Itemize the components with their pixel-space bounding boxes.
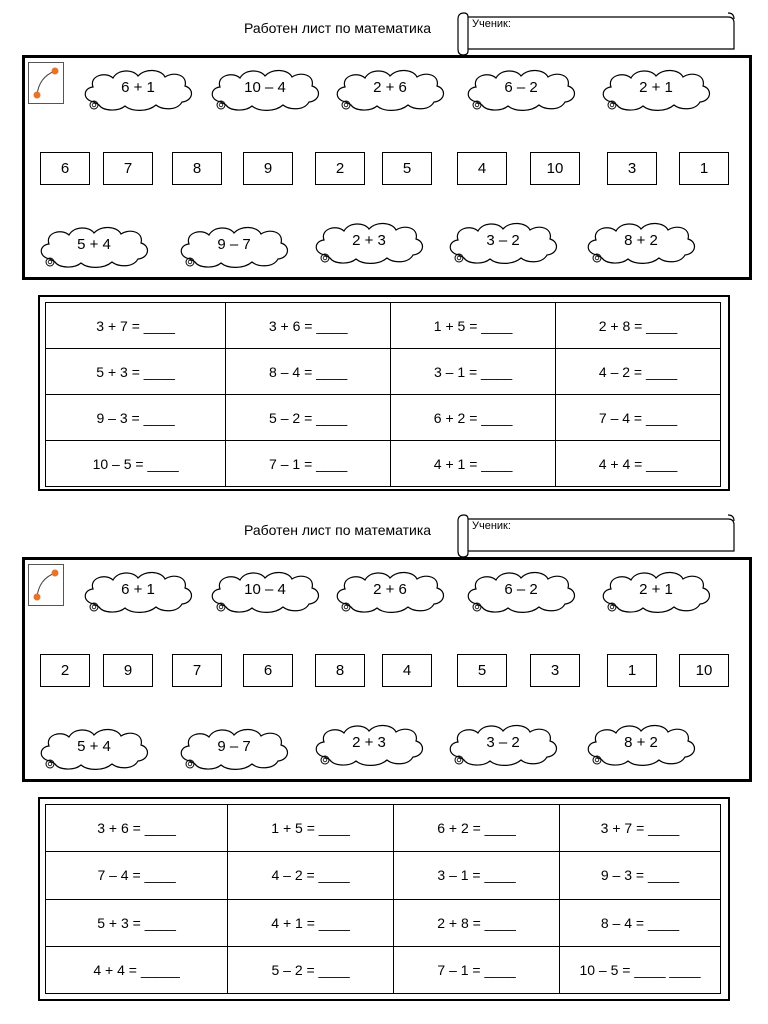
table-row [46, 395, 721, 441]
answer-number-box[interactable]: 9 [243, 152, 293, 185]
expression-cloud[interactable] [36, 725, 152, 771]
expression-cloud[interactable] [207, 66, 323, 112]
answer-number-box[interactable]: 3 [607, 152, 657, 185]
problem-cell[interactable]: 1 + 5 = ____ [228, 805, 394, 852]
table-row [46, 899, 721, 946]
answer-number-box[interactable]: 8 [315, 654, 365, 687]
cloud-expression: 5 + 4 [77, 738, 111, 755]
problem-cell[interactable]: 3 + 7 = ____ [560, 805, 721, 852]
cloud-expression: 3 – 2 [486, 232, 520, 249]
table-row [46, 441, 721, 487]
cloud-expression: 3 – 2 [486, 734, 520, 751]
expression-cloud[interactable] [332, 568, 448, 614]
problem-cell[interactable]: 4 – 2 = ____ [556, 349, 721, 395]
problem-cell[interactable]: 7 – 4 = ____ [46, 852, 228, 899]
problem-cell[interactable]: 10 – 5 = ____ ____ [560, 946, 721, 993]
expression-cloud[interactable] [332, 66, 448, 112]
answer-number-box[interactable]: 5 [382, 152, 432, 185]
answer-number-box[interactable]: 2 [40, 654, 90, 687]
problem-cell[interactable]: 7 – 4 = ____ [556, 395, 721, 441]
answer-number-box[interactable]: 10 [679, 654, 729, 687]
student-label: Ученик: [472, 520, 511, 532]
cloud-expression: 6 – 2 [504, 581, 538, 598]
expression-cloud[interactable] [207, 568, 323, 614]
cloud-expression: 9 – 7 [217, 738, 251, 755]
worksheet-2 [0, 502, 768, 1014]
problem-cell[interactable]: 3 + 7 = ____ [46, 303, 226, 349]
problem-cell[interactable]: 8 – 4 = ____ [226, 349, 391, 395]
cloud-expression: 5 + 4 [77, 236, 111, 253]
problem-cell[interactable]: 5 – 2 = ____ [226, 395, 391, 441]
problem-cell[interactable]: 5 + 3 = ____ [46, 899, 228, 946]
cloud-expression: 6 + 1 [121, 79, 155, 96]
cloud-expression: 6 + 1 [121, 581, 155, 598]
cloud-expression: 8 + 2 [624, 232, 658, 249]
problem-cell[interactable]: 3 + 6 = ____ [46, 805, 228, 852]
answer-number-box[interactable]: 9 [103, 654, 153, 687]
problem-cell[interactable]: 1 + 5 = ____ [391, 303, 556, 349]
answer-number-box[interactable]: 3 [530, 654, 580, 687]
cloud-expression: 2 + 3 [352, 734, 386, 751]
problem-cell[interactable]: 3 – 1 = ____ [394, 852, 560, 899]
table-row [46, 852, 721, 899]
student-label: Ученик: [472, 18, 511, 30]
problem-cell[interactable]: 10 – 5 = ____ [46, 441, 226, 487]
table-row [46, 946, 721, 993]
answer-number-box[interactable]: 6 [243, 654, 293, 687]
problem-cell[interactable]: 4 + 4 = _____ [46, 946, 228, 993]
cloud-expression: 6 – 2 [504, 79, 538, 96]
cloud-expression: 10 – 4 [244, 581, 286, 598]
expression-cloud[interactable] [36, 223, 152, 269]
answer-number-box[interactable]: 4 [457, 152, 507, 185]
table-row [46, 303, 721, 349]
connector-line-icon [28, 564, 64, 606]
expression-cloud[interactable] [598, 568, 714, 614]
worksheet-title: Работен лист по математика [244, 20, 432, 36]
cloud-expression: 2 + 3 [352, 232, 386, 249]
expression-cloud[interactable] [463, 66, 579, 112]
expression-cloud[interactable] [598, 66, 714, 112]
answer-number-box[interactable]: 6 [40, 152, 90, 185]
answer-number-box[interactable]: 7 [103, 152, 153, 185]
expression-cloud[interactable] [445, 721, 561, 767]
problem-cell[interactable]: 6 + 2 = ____ [391, 395, 556, 441]
answer-number-box[interactable]: 1 [679, 152, 729, 185]
cloud-expression: 2 + 6 [373, 79, 407, 96]
problem-cell[interactable]: 3 + 6 = ____ [226, 303, 391, 349]
problem-cell[interactable]: 7 – 1 = ____ [226, 441, 391, 487]
problem-cell[interactable]: 5 + 3 = ____ [46, 349, 226, 395]
answer-number-box[interactable]: 10 [530, 152, 580, 185]
answer-number-box[interactable]: 2 [315, 152, 365, 185]
expression-cloud[interactable] [445, 219, 561, 265]
problem-cell[interactable]: 2 + 8 = ____ [556, 303, 721, 349]
problem-cell[interactable]: 8 – 4 = ____ [560, 899, 721, 946]
expression-cloud[interactable] [80, 66, 196, 112]
cloud-expression: 10 – 4 [244, 79, 286, 96]
problem-cell[interactable]: 4 – 2 = ____ [228, 852, 394, 899]
table-row [46, 349, 721, 395]
problem-cell[interactable]: 5 – 2 = ____ [228, 946, 394, 993]
worksheet-title: Работен лист по математика [244, 522, 432, 538]
cloud-expression: 2 + 1 [639, 79, 673, 96]
answer-number-box[interactable]: 1 [607, 654, 657, 687]
expression-cloud[interactable] [80, 568, 196, 614]
problem-cell[interactable]: 7 – 1 = ____ [394, 946, 560, 993]
expression-cloud[interactable] [583, 219, 699, 265]
expression-cloud[interactable] [176, 223, 292, 269]
cloud-expression: 8 + 2 [624, 734, 658, 751]
answer-number-box[interactable]: 8 [172, 152, 222, 185]
cloud-expression: 2 + 1 [639, 581, 673, 598]
cloud-expression: 2 + 6 [373, 581, 407, 598]
problems-table [45, 302, 721, 487]
problem-cell[interactable]: 4 + 1 = ____ [391, 441, 556, 487]
student-name-field[interactable] [454, 513, 736, 557]
answer-number-box[interactable]: 4 [382, 654, 432, 687]
problem-cell[interactable]: 3 – 1 = ____ [391, 349, 556, 395]
expression-cloud[interactable] [463, 568, 579, 614]
table-row [46, 805, 721, 852]
student-name-field[interactable] [454, 11, 736, 55]
problem-cell[interactable]: 6 + 2 = ____ [394, 805, 560, 852]
problems-table [45, 804, 721, 994]
problem-cell[interactable]: 9 – 3 = ____ [560, 852, 721, 899]
answer-number-box[interactable]: 7 [172, 654, 222, 687]
expression-cloud[interactable] [311, 721, 427, 767]
expression-cloud[interactable] [583, 721, 699, 767]
expression-cloud[interactable] [311, 219, 427, 265]
problem-cell[interactable]: 4 + 1 = ____ [228, 899, 394, 946]
problem-cell[interactable]: 2 + 8 = ____ [394, 899, 560, 946]
cloud-expression: 9 – 7 [217, 236, 251, 253]
problem-cell[interactable]: 4 + 4 = ____ [556, 441, 721, 487]
connector-line-icon [28, 62, 64, 104]
problem-cell[interactable]: 9 – 3 = ____ [46, 395, 226, 441]
expression-cloud[interactable] [176, 725, 292, 771]
answer-number-box[interactable]: 5 [457, 654, 507, 687]
